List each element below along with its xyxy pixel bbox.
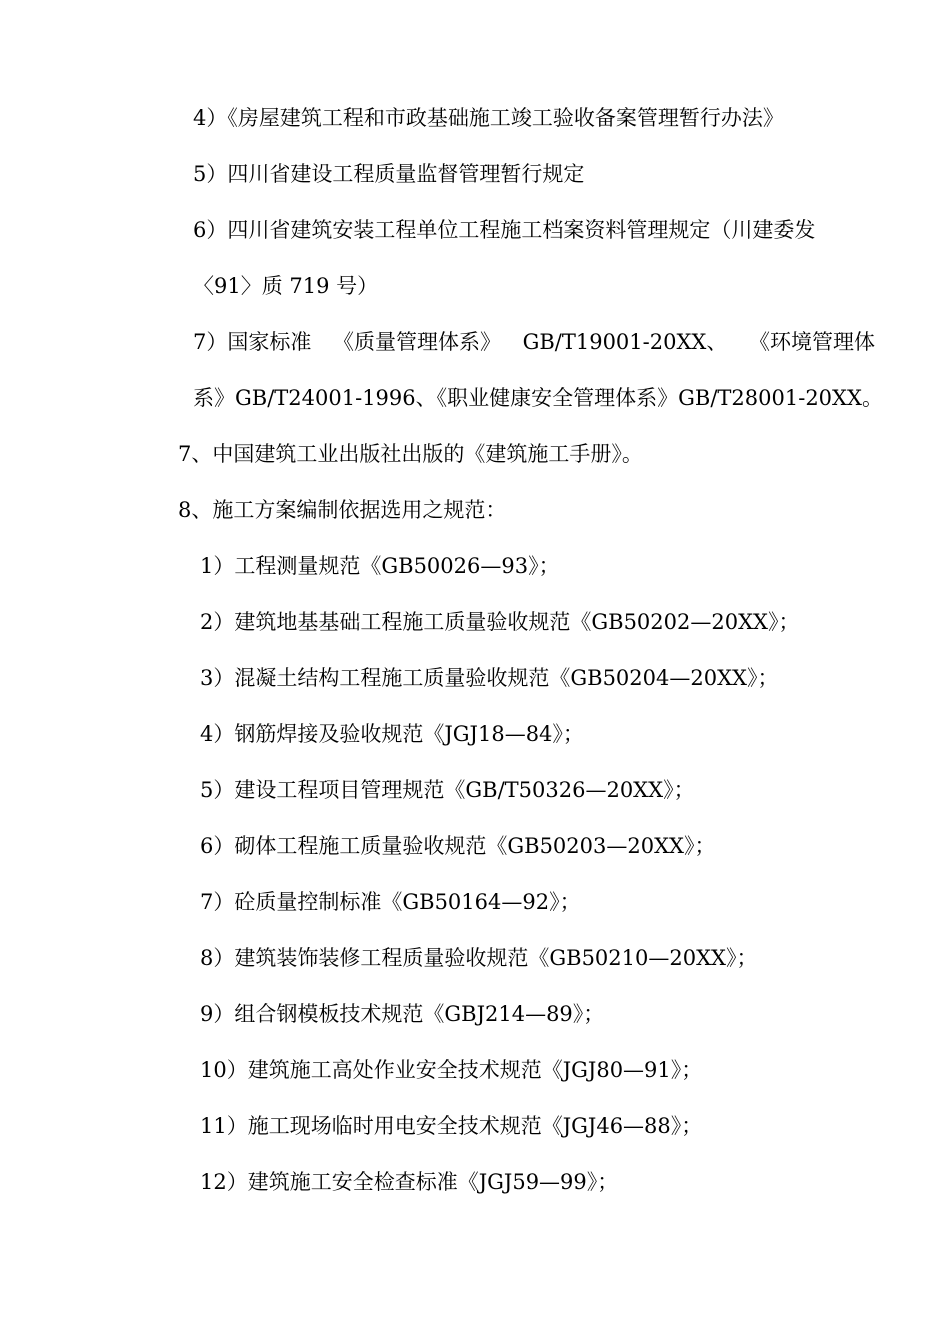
- spec-item-9: 9）组合钢模板技术规范《GBJ214—89》；: [200, 1002, 605, 1026]
- spec-item-6: 6）砌体工程施工质量验收规范《GB50203—20XX》；: [200, 834, 716, 858]
- ref-item-7-part: 《环境管理体: [748, 330, 875, 354]
- ref-item-6: 6）四川省建筑安装工程单位工程施工档案资料管理规定（川建委发: [193, 218, 816, 242]
- ref-item-4: 4）《房屋建筑工程和市政基础施工竣工验收备案管理暂行办法》: [193, 106, 784, 130]
- section-7: 7、中国建筑工业出版社出版的《建筑施工手册》。: [178, 442, 643, 466]
- ref-item-7: [193, 327, 875, 357]
- spec-item-5: 5）建设工程项目管理规范《GB/T50326—20XX》；: [200, 778, 695, 802]
- ref-item-7-part: 7）国家标准: [193, 330, 312, 354]
- ref-item-7-part: 《质量管理体系》: [332, 330, 501, 354]
- spec-item-7: 7）砼质量控制标准《GB50164—92》；: [200, 890, 581, 914]
- spec-item-2: 2）建筑地基基础工程施工质量验收规范《GB50202—20XX》；: [200, 610, 800, 634]
- spec-item-3: 3）混凝土结构工程施工质量验收规范《GB50204—20XX》；: [200, 666, 779, 690]
- ref-item-5: 5）四川省建设工程质量监督管理暂行规定: [193, 162, 585, 186]
- ref-item-7-continued: 系》GB/T24001-1996、《职业健康安全管理体系》GB/T28001-20XX。: [193, 386, 883, 410]
- spec-item-11: 11）施工现场临时用电安全技术规范《JGJ46—88》；: [200, 1114, 703, 1138]
- spec-item-1: 1）工程测量规范《GB50026—93》；: [200, 554, 560, 578]
- spec-item-12: 12）建筑施工安全检查标准《JGJ59—99》；: [200, 1170, 619, 1194]
- ref-item-7-part: GB/T19001-20XX、: [522, 330, 728, 354]
- spec-item-4: 4）钢筋焊接及验收规范《JGJ18—84》；: [200, 722, 584, 746]
- spec-item-8: 8）建筑装饰装修工程质量验收规范《GB50210—20XX》；: [200, 946, 758, 970]
- section-8-heading: 8、施工方案编制依据选用之规范：: [178, 498, 507, 522]
- ref-item-6-continued: 〈91〉质 719 号）: [193, 274, 379, 298]
- spec-item-10: 10）建筑施工高处作业安全技术规范《JGJ80—91》；: [200, 1058, 703, 1082]
